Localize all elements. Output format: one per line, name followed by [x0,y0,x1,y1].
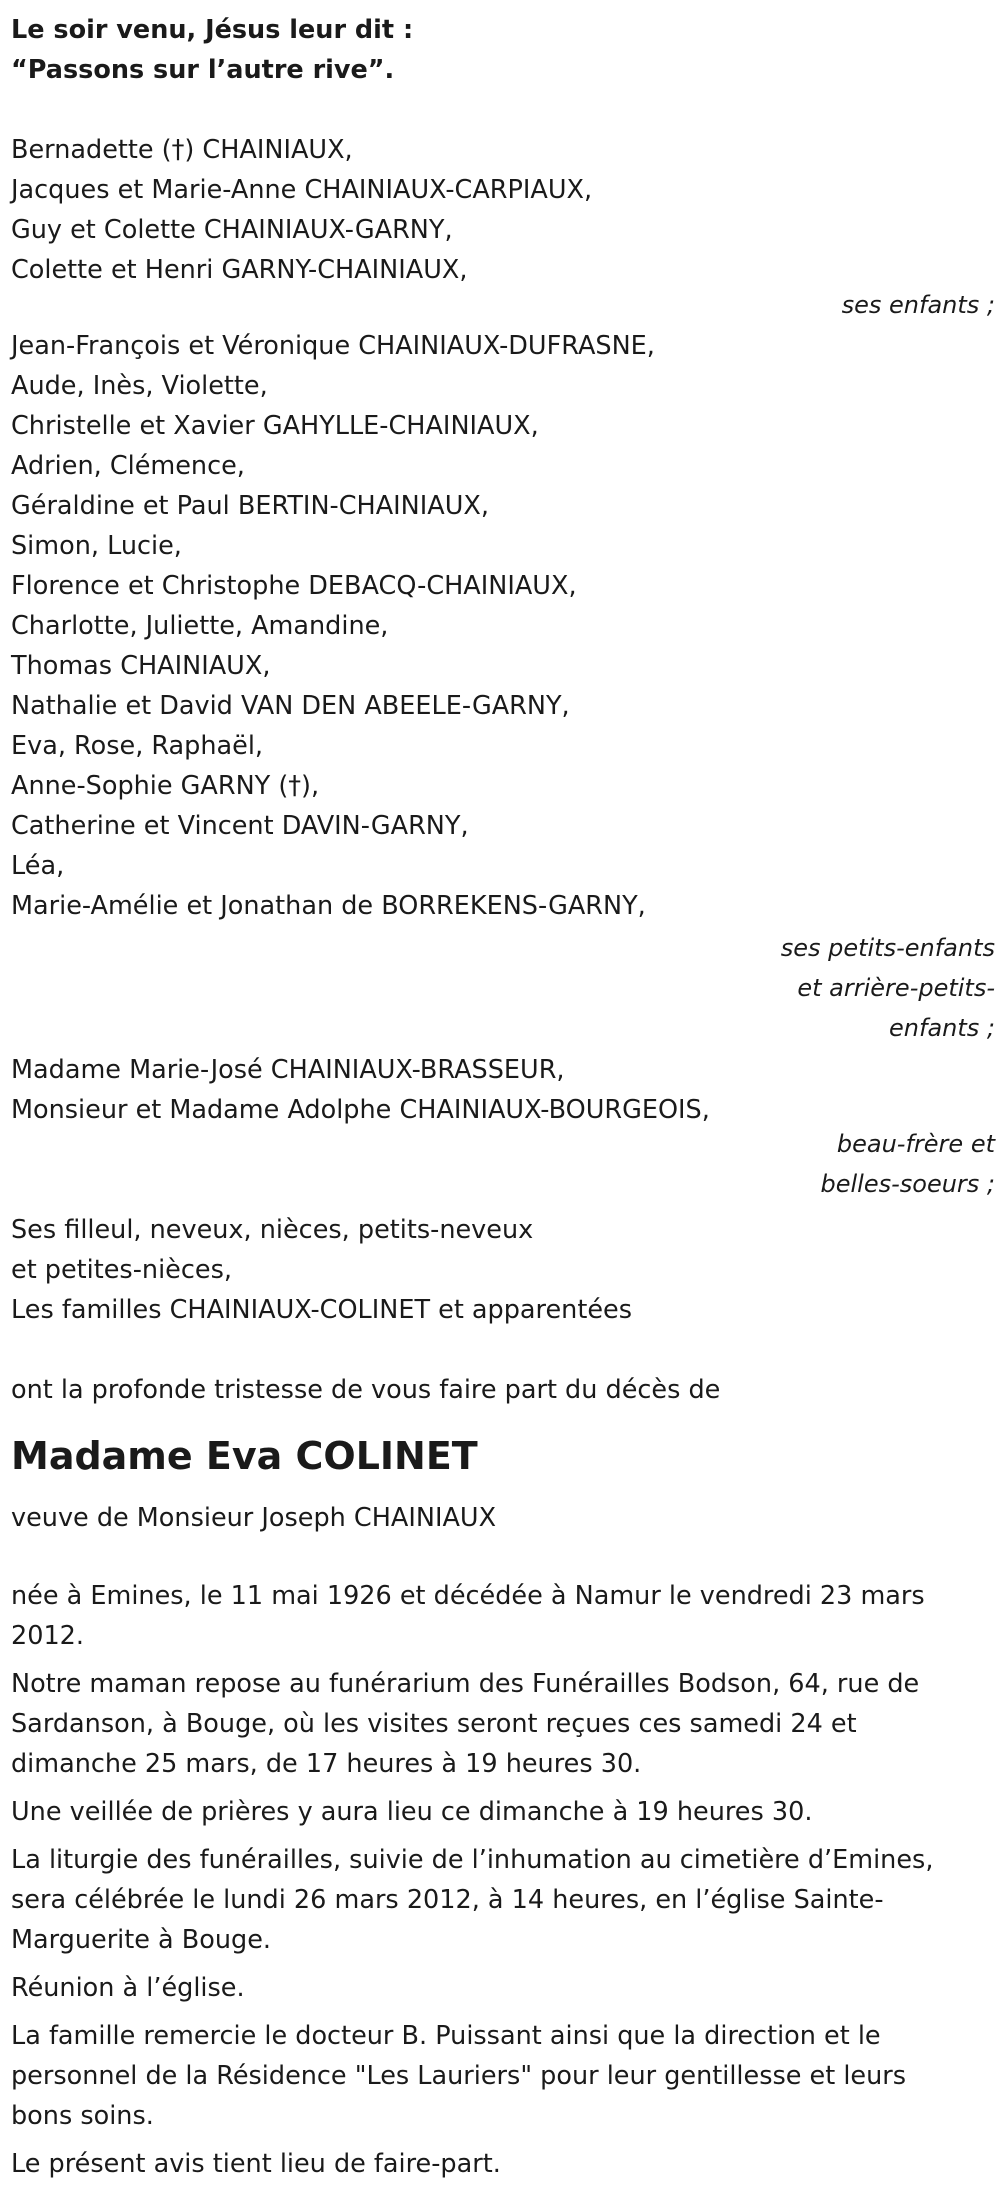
widow-of: veuve de Monsieur Joseph CHAINIAUX [11,1503,497,1533]
relation-line: belles-soeurs ; [820,1170,995,1198]
child-entry: Bernadette (†) CHAINIAUX, [11,135,353,165]
details-section [11,1576,995,2184]
paragraph-line: Notre maman repose au funérarium des Funérailles Bodson, 64, rue de [11,1669,920,1699]
liturgy-paragraph [11,1840,971,1960]
grandchildren-list [11,326,995,926]
paragraph-line: Marguerite à Bouge. [11,1925,272,1955]
notice-paragraph [11,2144,971,2184]
grandchild-entry: Léa, [11,851,65,881]
paragraph-line: 2012. [11,1621,85,1651]
paragraph-line: Le présent avis tient lieu de faire-part. [11,2149,501,2179]
child-entry: Colette et Henri GARNY-CHAINIAUX, [11,255,468,285]
paragraph-line: bons soins. [11,2101,154,2131]
paragraph-line: La famille remercie le docteur B. Puissant ainsi que la direction et le [11,2021,881,2051]
others-list [11,1210,995,1330]
paragraph-line: Sardanson, à Bouge, où les visites seront reçues ces samedi 24 et [11,1709,857,1739]
paragraph-line: dimanche 25 mars, de 17 heures à 19 heures 30. [11,1749,642,1779]
grandchild-entry: Nathalie et David VAN DEN ABEELE-GARNY, [11,691,570,721]
quote-line-2: “Passons sur l’autre rive”. [11,55,395,85]
paragraph-line: Une veillée de prières y aura lieu ce dimanche à 19 heures 30. [11,1797,813,1827]
grandchild-entry: Géraldine et Paul BERTIN-CHAINIAUX, [11,491,489,521]
child-entry: Jacques et Marie-Anne CHAINIAUX-CARPIAUX, [11,175,593,205]
child-entry: Guy et Colette CHAINIAUX-GARNY, [11,215,453,245]
grandchild-entry: Eva, Rose, Raphaël, [11,731,264,761]
relation-line: beau-frère et [836,1130,995,1158]
other-entry: Ses filleul, neveux, nièces, petits-neveux [11,1215,534,1245]
relation-line: ses petits-enfants [780,934,995,962]
grandchild-entry: Christelle et Xavier GAHYLLE-CHAINIAUX, [11,411,539,441]
other-entry: et petites-nièces, [11,1255,232,1285]
grandchild-entry: Florence et Christophe DEBACQ-CHAINIAUX, [11,571,577,601]
relation-line: enfants ; [889,1014,995,1042]
quote-line-1: Le soir venu, Jésus leur dit : [11,15,414,45]
grandchild-entry: Jean-François et Véronique CHAINIAUX-DUFRASNE, [11,331,655,361]
paragraph-line: Réunion à l’église. [11,1973,245,2003]
grandchild-entry: Catherine et Vincent DAVIN-GARNY, [11,811,469,841]
grandchild-entry: Charlotte, Juliette, Amandine, [11,611,389,641]
grandchild-entry: Marie-Amélie et Jonathan de BORREKENS-GARNY, [11,891,646,921]
funerarium-paragraph [11,1664,971,1784]
announcement-text: ont la profonde tristesse de vous faire part du décès de [11,1375,721,1405]
grandchild-entry: Simon, Lucie, [11,531,182,561]
birth-death-paragraph [11,1576,971,1656]
paragraph-line: sera célébrée le lundi 26 mars 2012, à 14 heures, en l’église Sainte- [11,1885,884,1915]
grandchild-entry: Anne-Sophie GARNY (†), [11,771,320,801]
grandchild-entry: Aude, Inès, Violette, [11,371,268,401]
children-relation: ses enfants ; [841,291,995,319]
inlaw-entry: Madame Marie-José CHAINIAUX-BRASSEUR, [11,1055,565,1085]
meeting-paragraph [11,1968,971,2008]
paragraph-line: née à Emines, le 11 mai 1926 et décédée à Namur le vendredi 23 mars [11,1581,925,1611]
grandchildren-relation [11,928,995,1048]
deceased-name: Madame Eva COLINET [11,1434,478,1478]
relation-line: et arrière-petits- [797,974,995,1002]
inlaw-entry: Monsieur et Madame Adolphe CHAINIAUX-BOURGEOIS, [11,1095,710,1125]
inlaws-relation [11,1124,995,1204]
children-list [11,130,995,290]
vigil-paragraph [11,1792,971,1832]
grandchild-entry: Thomas CHAINIAUX, [11,651,271,681]
thanks-paragraph [11,2016,971,2136]
obituary-notice [11,10,995,2192]
paragraph-line: La liturgie des funérailles, suivie de l’inhumation au cimetière d’Emines, [11,1845,934,1875]
paragraph-line: personnel de la Résidence "Les Lauriers" pour leur gentillesse et leurs [11,2061,907,2091]
inlaws-list [11,1050,995,1130]
other-entry: Les familles CHAINIAUX-COLINET et apparentées [11,1295,632,1325]
grandchild-entry: Adrien, Clémence, [11,451,245,481]
